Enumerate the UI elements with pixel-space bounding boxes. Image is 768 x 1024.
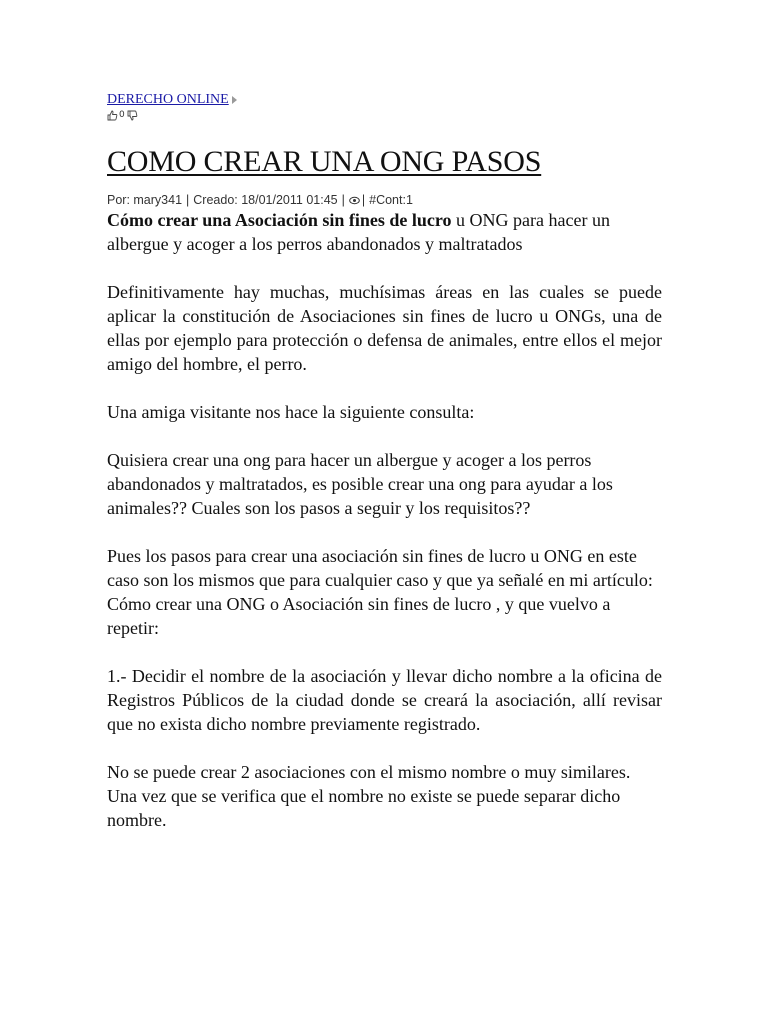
article-body bbox=[107, 208, 662, 832]
meta-separator: | bbox=[341, 193, 345, 207]
meta-cont: #Cont:1 bbox=[369, 193, 413, 207]
intro-paragraph bbox=[107, 208, 662, 256]
intro-rest: u ONG para hacer un albergue y acoger a los perros abandonados y maltratados bbox=[107, 210, 610, 254]
eye-icon bbox=[349, 196, 360, 205]
meta-created: Creado: 18/01/2011 01:45 bbox=[193, 193, 338, 207]
vote-controls bbox=[107, 109, 662, 121]
thumbs-down-icon[interactable] bbox=[127, 110, 138, 121]
body-paragraph: 1.- Decidir el nombre de la asociación y llevar dicho nombre a la oficina de Registros Públicos de la ciudad donde se creará la asociación, allí revisar que no exista dicho nombre previamente registrado. bbox=[107, 666, 662, 734]
breadcrumb bbox=[107, 92, 662, 108]
article-meta bbox=[107, 192, 662, 208]
body-paragraph: Una amiga visitante nos hace la siguiente consulta: bbox=[107, 402, 475, 422]
meta-separator: | bbox=[186, 193, 190, 207]
body-paragraph: Quisiera crear una ong para hacer un albergue y acoger a los perros abandonados y maltratados, es posible crear una ong para ayudar a los animales?? Cuales son los pasos a seguir y los requisitos?? bbox=[107, 450, 613, 518]
thumbs-up-icon[interactable] bbox=[107, 110, 118, 121]
category-link[interactable]: DERECHO ONLINE bbox=[107, 92, 229, 107]
meta-author: Por: mary341 bbox=[107, 193, 183, 207]
body-paragraph: Pues los pasos para crear una asociación sin fines de lucro u ONG en este caso son los mismos que para cualquier caso y que ya señalé en mi artículo: Cómo crear una ONG o Asociación sin fines de lucro , y que vuelvo a repetir: bbox=[107, 546, 653, 638]
meta-separator: | bbox=[361, 193, 366, 207]
intro-bold: Cómo crear una Asociación sin fines de lucro bbox=[107, 210, 452, 230]
triangle-right-icon bbox=[232, 96, 237, 104]
vote-up-count: 0 bbox=[119, 110, 125, 120]
body-paragraph: Definitivamente hay muchas, muchísimas áreas en las cuales se puede aplicar la constitución de Asociaciones sin fines de lucro u ONGs, una de ellas por ejemplo para protección o defensa de animales, entre ellos el mejor amigo del hombre, el perro. bbox=[107, 282, 662, 374]
body-paragraph: No se puede crear 2 asociaciones con el mismo nombre o muy similares. Una vez que se verifica que el nombre no existe se puede separar dicho nombre. bbox=[107, 762, 631, 830]
article-title: COMO CREAR UNA ONG PASOS bbox=[107, 145, 542, 178]
